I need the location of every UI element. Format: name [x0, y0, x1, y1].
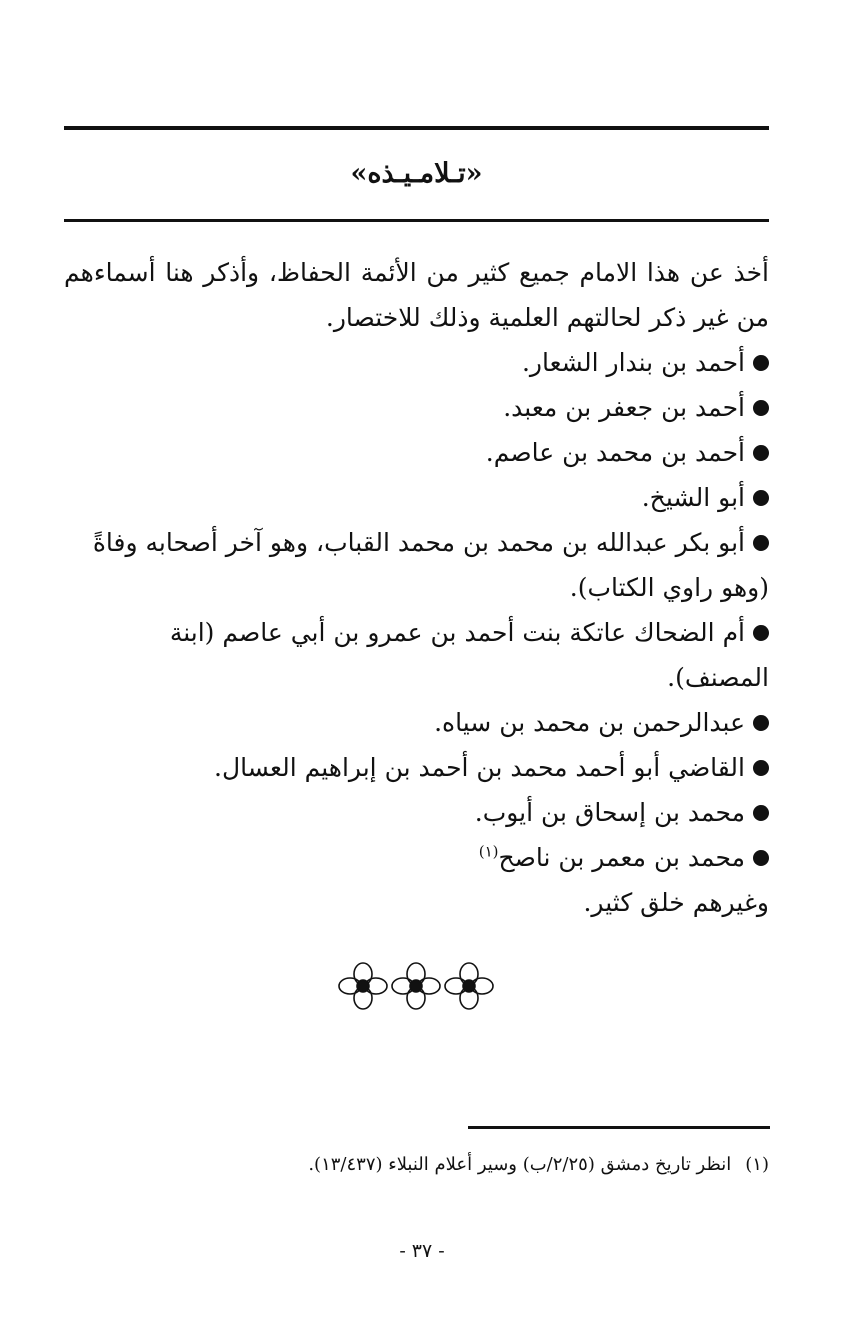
list-item — [64, 340, 769, 385]
bullet-icon — [753, 490, 769, 506]
list-item — [64, 430, 769, 475]
list-item — [64, 610, 769, 700]
bullet-icon — [753, 355, 769, 371]
top-rule — [64, 126, 769, 130]
student-name: أبو بكر عبدالله بن محمد بن محمد القباب، وهو آخر أصحابه وفاةً (وهو راوي الكتاب). — [92, 528, 769, 602]
list-item — [64, 790, 769, 835]
main-text — [64, 250, 769, 925]
student-name: عبدالرحمن بن محمد بن سياه. — [434, 708, 745, 737]
students-list — [64, 340, 769, 880]
page-number: - ٣٧ - — [399, 1240, 445, 1262]
intro-paragraph: أخذ عن هذا الامام جميع كثير من الأئمة الحفاظ، وأذكر هنا أسماءهم من غير ذكر لحالتهم العلمية وذلك للاختصار. — [64, 258, 769, 332]
student-name: محمد بن معمر بن ناصح — [498, 843, 745, 872]
section-title: «تـلامـيـذه» — [350, 158, 483, 189]
footnote — [64, 1150, 769, 1180]
list-item — [64, 520, 769, 610]
footnote-text: انظر تاريخ دمشق (٢/٢٥/ب) وسير أعلام النبلاء (١٣/٤٣٧). — [308, 1154, 732, 1175]
bullet-icon — [753, 445, 769, 461]
student-name: أم الضحاك عاتكة بنت أحمد بن عمرو بن أبي عاصم (ابنة المصنف). — [169, 618, 769, 692]
footnote-number: (١) — [745, 1154, 769, 1175]
student-name: أحمد بن جعفر بن معبد. — [503, 393, 745, 422]
bullet-icon — [753, 805, 769, 821]
list-item — [64, 700, 769, 745]
list-item — [64, 475, 769, 520]
title-underline-rule — [64, 219, 769, 222]
bullet-icon — [753, 715, 769, 731]
student-name: أبو الشيخ. — [641, 483, 745, 512]
bullet-icon — [753, 535, 769, 551]
bullet-icon — [753, 760, 769, 776]
bullet-icon — [753, 625, 769, 641]
student-name: أحمد بن بندار الشعار. — [521, 348, 745, 377]
bullet-icon — [753, 850, 769, 866]
footnote-reference[interactable]: (١) — [478, 842, 499, 861]
bullet-icon — [753, 400, 769, 416]
student-name: القاضي أبو أحمد محمد بن أحمد بن إبراهيم العسال. — [214, 753, 745, 782]
student-name: محمد بن إسحاق بن أيوب. — [474, 798, 745, 827]
list-item — [64, 745, 769, 790]
list-item — [64, 835, 769, 880]
student-name: أحمد بن محمد بن عاصم. — [485, 438, 745, 467]
floral-ornament-icon — [336, 958, 496, 1014]
closing-line: وغيرهم خلق كثير. — [583, 888, 769, 917]
footnote-separator — [468, 1126, 770, 1129]
list-item — [64, 385, 769, 430]
